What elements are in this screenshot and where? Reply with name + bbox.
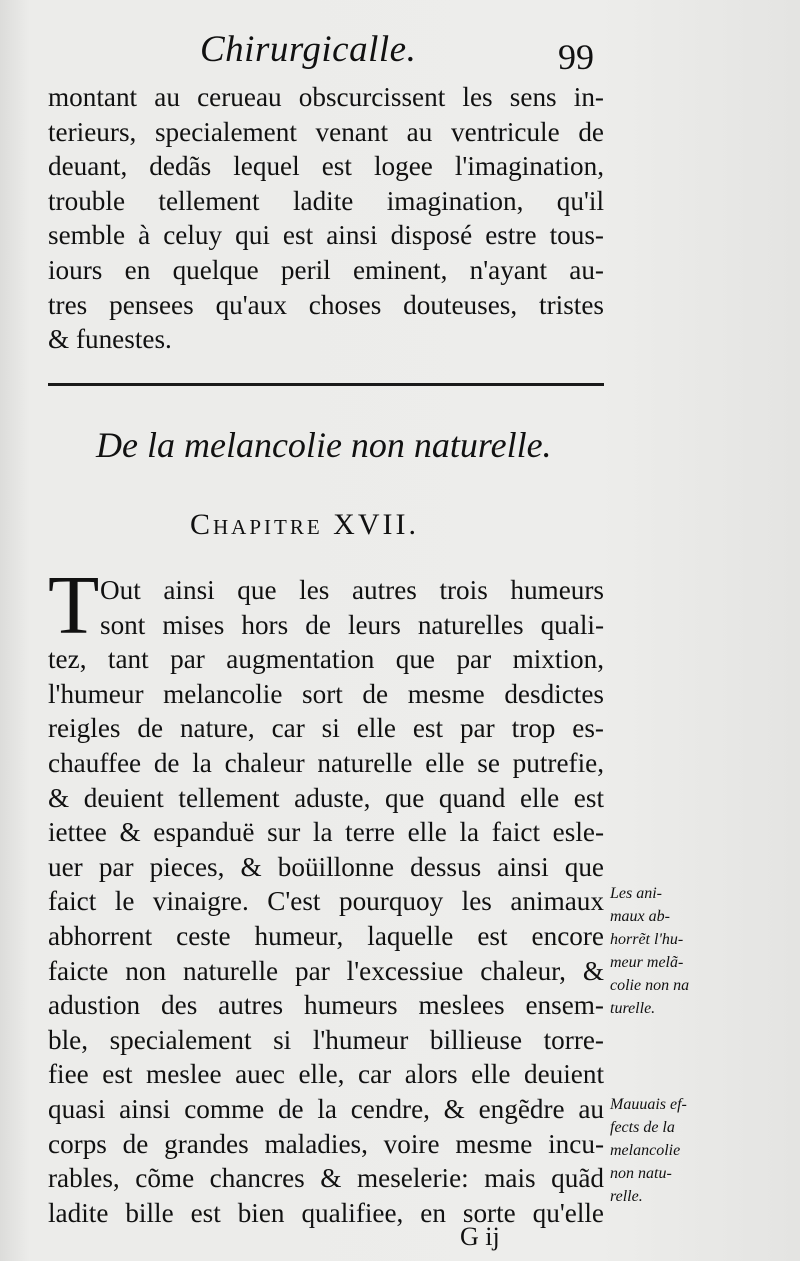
text-line: montant au cerueau obscurcissent les sens in- — [48, 82, 604, 112]
margin-note-line: meur melã- — [610, 954, 684, 971]
text-line: ladite bille est bien qualifiee, en sorte qu'elle — [48, 1197, 604, 1228]
signature-mark: G ij — [460, 1222, 500, 1251]
text-line: fiee est meslee auec elle, car alors elle deuient — [48, 1059, 604, 1090]
text-line: uer par pieces, & boüillonne dessus ainsi que — [48, 851, 604, 882]
margin-note-line: turelle. — [610, 1000, 656, 1017]
text-line: & funestes. — [48, 324, 172, 355]
chapter-title: De la melancolie non naturelle. — [96, 425, 552, 465]
running-head: Chirurgicalle. — [200, 29, 417, 70]
text-line: tres pensees qu'aux choses douteuses, tristes — [48, 289, 604, 320]
paragraph-continued — [48, 80, 604, 357]
text-line: reigles de nature, car si elle est par trop es- — [48, 713, 604, 744]
margin-note-line: horrẽt l'hu- — [610, 931, 684, 948]
text-line: & deuient tellement aduste, que quand elle est — [48, 782, 604, 813]
margin-note-line: melancolie — [610, 1142, 681, 1159]
chapter-paragraph — [48, 559, 604, 1230]
margin-note — [610, 1093, 750, 1208]
text-line: iettee & espanduë sur la terre elle la faict esle- — [48, 817, 604, 848]
text-line: rables, cõme chancres & meselerie: mais quãd — [48, 1163, 604, 1194]
margin-note-line: Les ani- — [610, 885, 662, 902]
text-line: deuant, dedãs lequel est logee l'imagination, — [48, 151, 604, 182]
chapter-number: Chapitre XVII. — [190, 508, 419, 541]
text-line: semble à celuy qui est ainsi disposé estre tous- — [48, 220, 604, 251]
text-line: ble, specialement si l'humeur billieuse torre- — [48, 1024, 604, 1055]
margin-note-line: maux ab- — [610, 908, 670, 925]
text-line: adustion des autres humeurs meslees ensem- — [48, 990, 604, 1021]
text-line: abhorrent ceste humeur, laquelle est encore — [48, 920, 604, 951]
text-line: tez, tant par augmentation que par mixtion, — [48, 644, 604, 675]
page-number: 99 — [558, 37, 594, 77]
margin-note-line: fects de la — [610, 1119, 675, 1136]
margin-note-line: Mauuais ef- — [610, 1096, 687, 1113]
text-line: terieurs, specialement venant au ventricule de — [48, 116, 604, 147]
text-line: sont mises hors de leurs naturelles quali- — [100, 609, 604, 640]
section-divider — [48, 383, 604, 386]
text-line: trouble tellement ladite imagination, qu'il — [48, 185, 604, 216]
margin-note-line: colie non na — [610, 977, 690, 994]
text-line: corps de grandes maladies, voire mesme incu- — [48, 1128, 604, 1159]
margin-note-line: non natu- — [610, 1165, 672, 1182]
text-line: faict le vinaigre. C'est pourquoy les animaux — [48, 886, 604, 917]
text-line: chauffee de la chaleur naturelle elle se putrefie, — [48, 747, 604, 778]
text-line: Out ainsi que les autres trois humeurs — [100, 575, 604, 605]
text-line: l'humeur melancolie sort de mesme desdictes — [48, 678, 604, 709]
text-line: iours en quelque peril eminent, n'ayant au- — [48, 254, 604, 285]
margin-note — [610, 882, 750, 1020]
text-line: faicte non naturelle par l'excessiue chaleur, & — [48, 955, 604, 986]
text-line: quasi ainsi comme de la cendre, & engẽdre au — [48, 1093, 604, 1124]
margin-note-line: relle. — [610, 1188, 643, 1205]
drop-cap: T — [48, 559, 100, 652]
